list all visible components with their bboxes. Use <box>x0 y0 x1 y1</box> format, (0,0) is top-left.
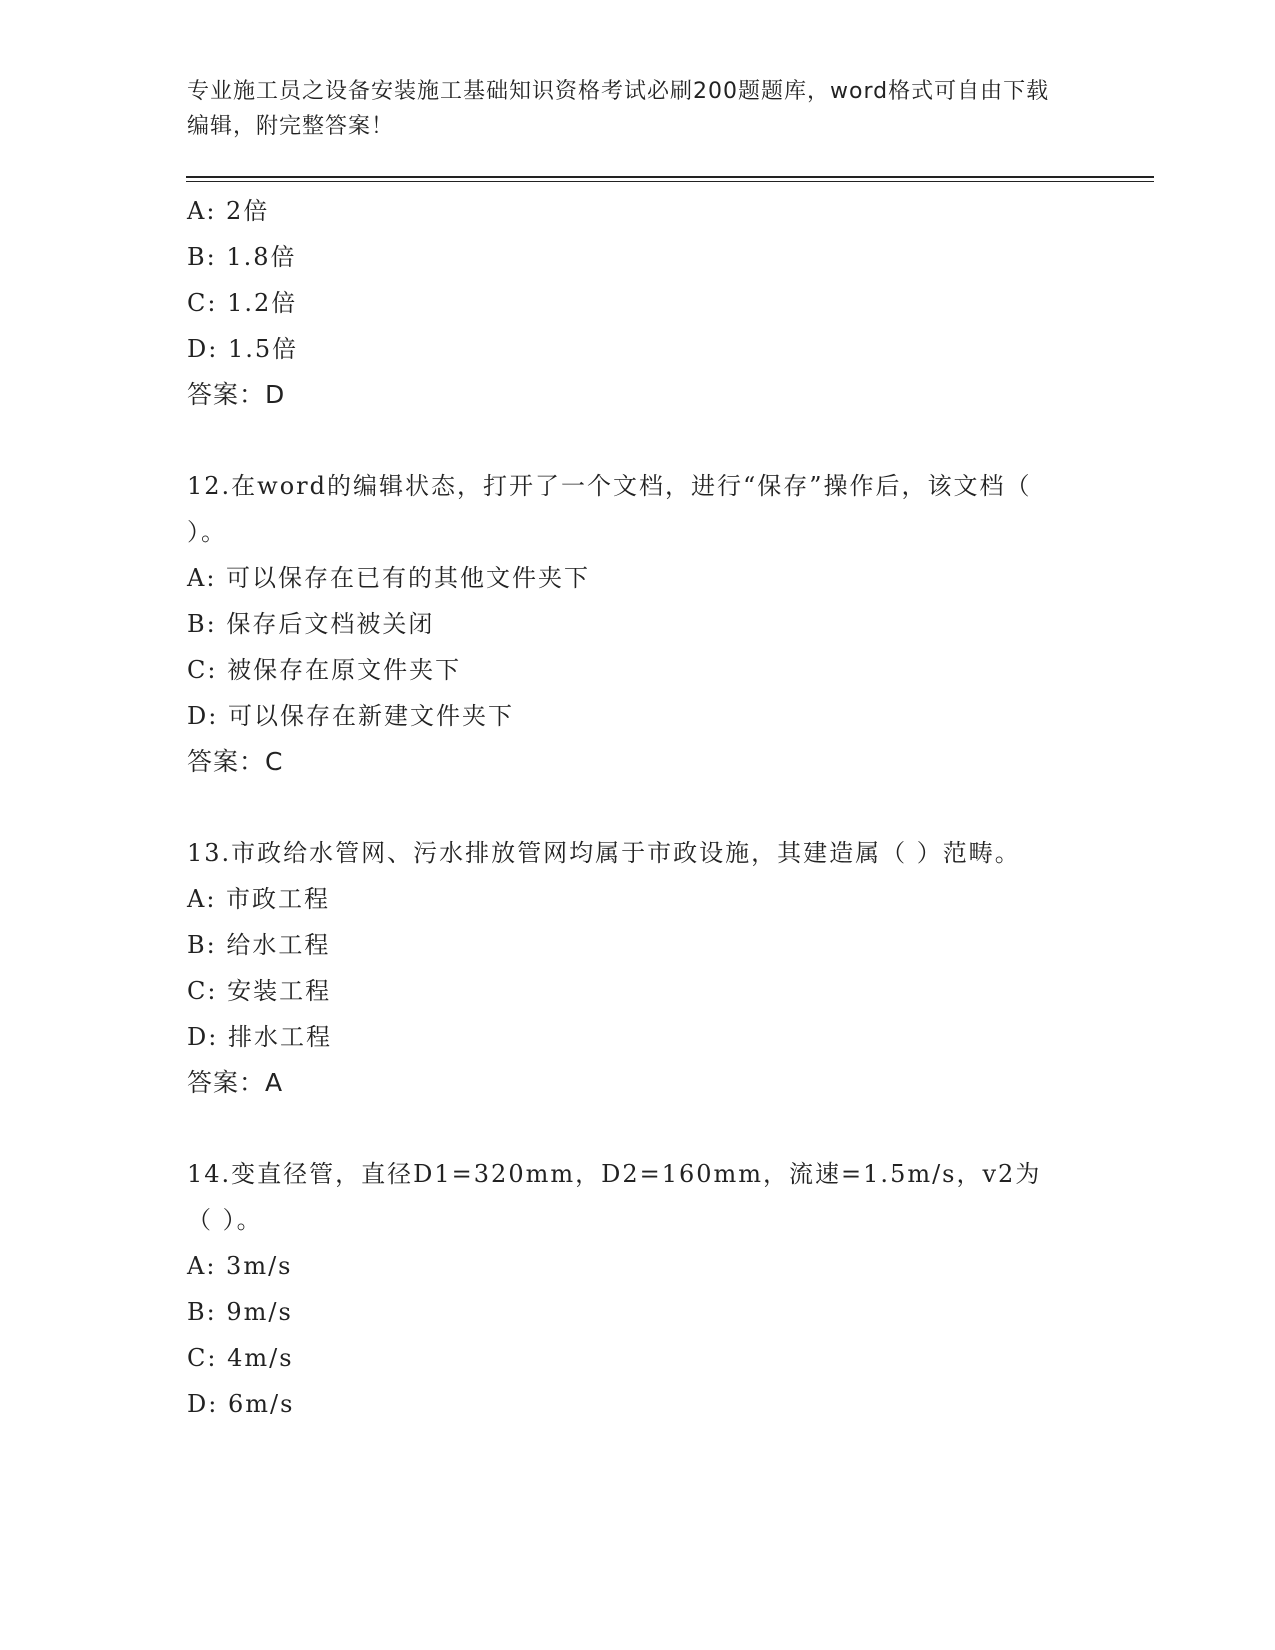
option-b: B: 1.8倍 <box>187 243 297 271</box>
question-text: 14.变直径管，直径D1=320mm，D2=160mm，流速=1.5m/s，v2为（ ）。 <box>187 1160 1042 1234</box>
answer-line: 答案：A <box>187 1068 284 1097</box>
option-c: C: 4m/s <box>187 1344 294 1372</box>
option-a: A: 2倍 <box>187 197 270 225</box>
header-divider-thick <box>186 176 1154 178</box>
option-a: A: 市政工程 <box>187 885 331 913</box>
question-text: 13.市政给水管网、污水排放管网均属于市政设施，其建造属（ ）范畴。 <box>187 839 1021 867</box>
question-block-13 <box>187 830 1067 1106</box>
question-block-12 <box>187 463 1067 785</box>
option-d: D: 1.5倍 <box>187 335 299 363</box>
option-c: C: 安装工程 <box>187 977 332 1005</box>
question-text: 12.在word的编辑状态，打开了一个文档，进行“保存”操作后，该文档（ ）。 <box>187 472 1032 546</box>
option-a: A: 可以保存在已有的其他文件夹下 <box>187 564 591 592</box>
option-d: D: 排水工程 <box>187 1023 332 1051</box>
document-header: 专业施工员之设备安装施工基础知识资格考试必刷200题题库，word格式可自由下载编辑，附完整答案！ <box>187 79 1050 139</box>
header-divider-thin <box>186 181 1154 182</box>
option-c: C: 1.2倍 <box>187 289 298 317</box>
question-block-11 <box>187 188 1067 418</box>
question-list <box>187 188 1067 1427</box>
option-b: B: 给水工程 <box>187 931 331 959</box>
option-c: C: 被保存在原文件夹下 <box>187 656 462 684</box>
option-d: D: 可以保存在新建文件夹下 <box>187 702 514 730</box>
answer-line: 答案：D <box>187 380 286 409</box>
option-d: D: 6m/s <box>187 1390 295 1418</box>
question-block-14 <box>187 1151 1067 1427</box>
option-b: B: 保存后文档被关闭 <box>187 610 435 638</box>
answer-line: 答案：C <box>187 747 284 776</box>
option-b: B: 9m/s <box>187 1298 293 1326</box>
option-a: A: 3m/s <box>187 1252 293 1280</box>
